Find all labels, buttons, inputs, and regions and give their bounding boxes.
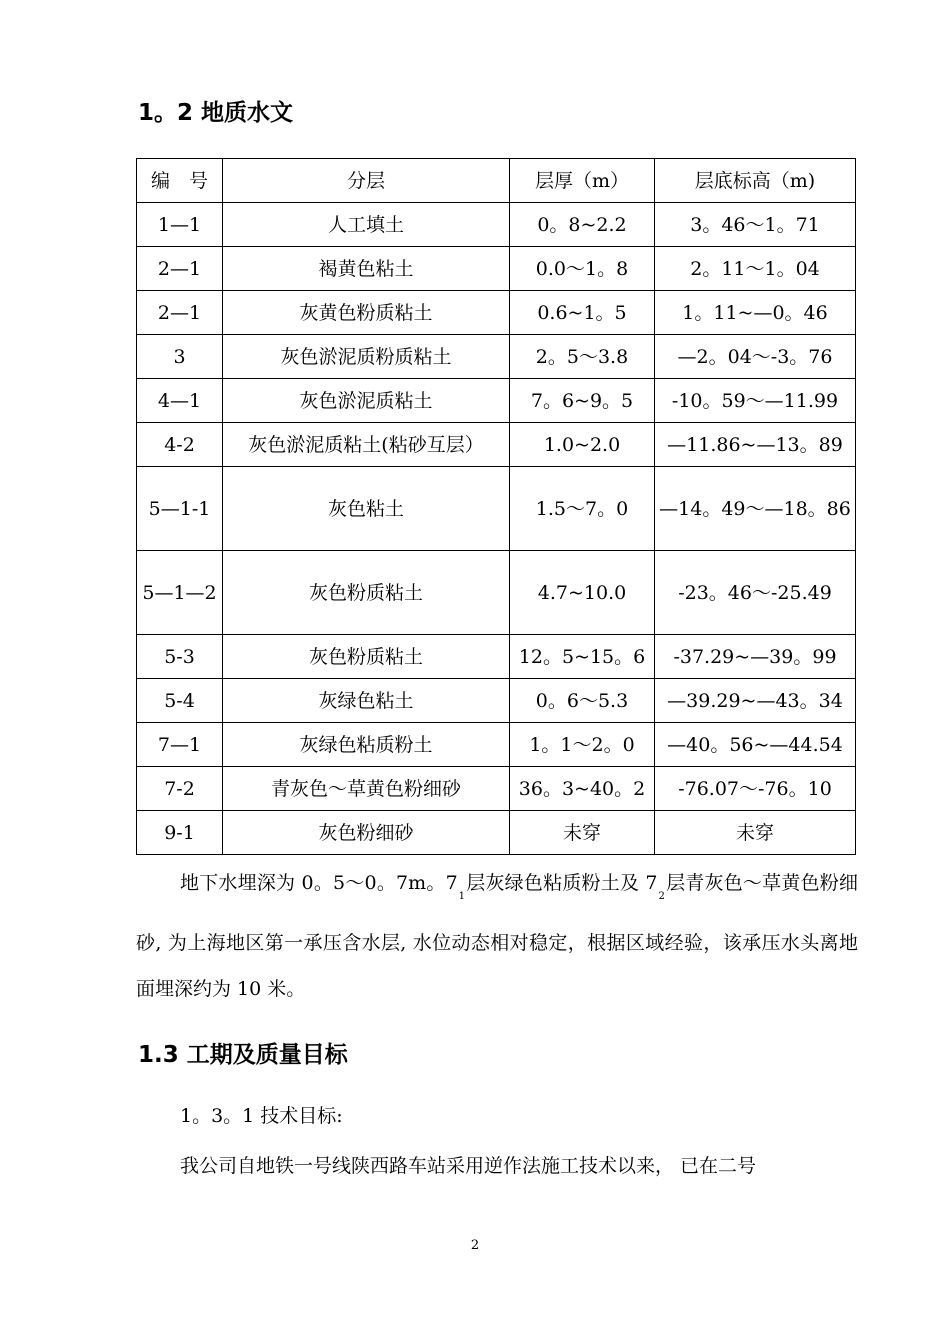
- table-row: [137, 203, 856, 247]
- cell-id: 5—1—2: [137, 551, 223, 635]
- cell-thickness: 7。6~9。5: [510, 379, 655, 423]
- cell-elevation: —14。49～—18。86: [655, 467, 856, 551]
- table-row: [137, 291, 856, 335]
- cell-elevation: —2。04～-3。76: [655, 335, 856, 379]
- cell-thickness: 2。5～3.8: [510, 335, 655, 379]
- cell-elevation: -10。59～—11.99: [655, 379, 856, 423]
- cell-elevation: -37.29~—39。99: [655, 635, 856, 679]
- cell-elevation: —11.86~—13。89: [655, 423, 856, 467]
- table-row: [137, 723, 856, 767]
- cell-id: 1—1: [137, 203, 223, 247]
- header-id: 编 号: [137, 159, 223, 203]
- paragraph-text: 层青灰色～草黄色粉细砂, 为上海地区第一承压含水层, 水位动态相对稳定，根据区域经验，该承压水头离地面埋深约为 10 米。: [136, 872, 858, 1000]
- cell-layer: 灰色粉质粘土: [223, 551, 510, 635]
- table-row: [137, 679, 856, 723]
- technical-goal-paragraph: 我公司自地铁一号线陕西路车站采用逆作法施工技术以来， 已在二号: [180, 1155, 757, 1177]
- cell-id: 5—1-1: [137, 467, 223, 551]
- cell-elevation: 未穿: [655, 811, 856, 855]
- cell-elevation: 3。46～1。71: [655, 203, 856, 247]
- cell-elevation: 2。11～1。04: [655, 247, 856, 291]
- cell-id: 3: [137, 335, 223, 379]
- cell-elevation: -23。46～-25.49: [655, 551, 856, 635]
- table-row: [137, 551, 856, 635]
- cell-thickness: 1.0~2.0: [510, 423, 655, 467]
- table-row: [137, 423, 856, 467]
- table-row: [137, 767, 856, 811]
- cell-id: 2—1: [137, 247, 223, 291]
- table-header-row: [137, 159, 856, 203]
- cell-layer: 灰色粘土: [223, 467, 510, 551]
- table-row: [137, 467, 856, 551]
- cell-thickness: 4.7~10.0: [510, 551, 655, 635]
- cell-id: 5-4: [137, 679, 223, 723]
- cell-elevation: —39.29~—43。34: [655, 679, 856, 723]
- cell-layer: 灰黄色粉质粘土: [223, 291, 510, 335]
- cell-id: 4—1: [137, 379, 223, 423]
- cell-layer: 灰色淤泥质粘土(粘砂互层）: [223, 423, 510, 467]
- cell-thickness: 0.0～1。8: [510, 247, 655, 291]
- cell-elevation: -76.07～-76。10: [655, 767, 856, 811]
- header-bottom-elevation: 层底标高（m): [655, 159, 856, 203]
- table-row: [137, 247, 856, 291]
- cell-layer: 灰色淤泥质粘土: [223, 379, 510, 423]
- groundwater-paragraph: [136, 860, 858, 1012]
- cell-id: 5-3: [137, 635, 223, 679]
- cell-layer: 灰色粉质粘土: [223, 635, 510, 679]
- cell-layer: 灰绿色粘土: [223, 679, 510, 723]
- cell-thickness: 36。3~40。2: [510, 767, 655, 811]
- cell-id: 4-2: [137, 423, 223, 467]
- cell-id: 2—1: [137, 291, 223, 335]
- cell-layer: 灰绿色粘质粉土: [223, 723, 510, 767]
- cell-layer: 青灰色～草黄色粉细砂: [223, 767, 510, 811]
- cell-thickness: 0。6～5.3: [510, 679, 655, 723]
- cell-thickness: 1。1～2。0: [510, 723, 655, 767]
- subscript: 1: [458, 891, 466, 902]
- cell-layer: 灰色淤泥质粉质粘土: [223, 335, 510, 379]
- cell-elevation: —40。56~—44.54: [655, 723, 856, 767]
- cell-layer: 人工填土: [223, 203, 510, 247]
- section-heading-1-3: 1.3 工期及质量目标: [138, 1042, 348, 1068]
- header-layer: 分层: [223, 159, 510, 203]
- page-number: 2: [470, 1238, 480, 1253]
- cell-id: 9-1: [137, 811, 223, 855]
- subscript: 2: [658, 891, 665, 902]
- table-row: [137, 811, 856, 855]
- subsection-heading-1-3-1: 1。3。1 技术目标:: [180, 1105, 343, 1127]
- table-row: [137, 635, 856, 679]
- cell-elevation: 1。11~—0。46: [655, 291, 856, 335]
- section-heading-1-2: 1。2 地质水文: [138, 100, 294, 126]
- cell-id: 7—1: [137, 723, 223, 767]
- cell-layer: 褐黄色粘土: [223, 247, 510, 291]
- cell-thickness: 12。5~15。6: [510, 635, 655, 679]
- table-row: [137, 379, 856, 423]
- cell-thickness: 1.5～7。0: [510, 467, 655, 551]
- cell-thickness: 0.6~1。5: [510, 291, 655, 335]
- paragraph-text: 地下水埋深为 0。5～0。7m。7: [180, 872, 458, 894]
- table-row: [137, 335, 856, 379]
- cell-layer: 灰色粉细砂: [223, 811, 510, 855]
- cell-thickness: 未穿: [510, 811, 655, 855]
- header-thickness: 层厚（m）: [510, 159, 655, 203]
- cell-thickness: 0。8~2.2: [510, 203, 655, 247]
- geology-table: [136, 158, 856, 855]
- paragraph-text: 层灰绿色粘质粉土及 7: [466, 872, 658, 894]
- cell-id: 7-2: [137, 767, 223, 811]
